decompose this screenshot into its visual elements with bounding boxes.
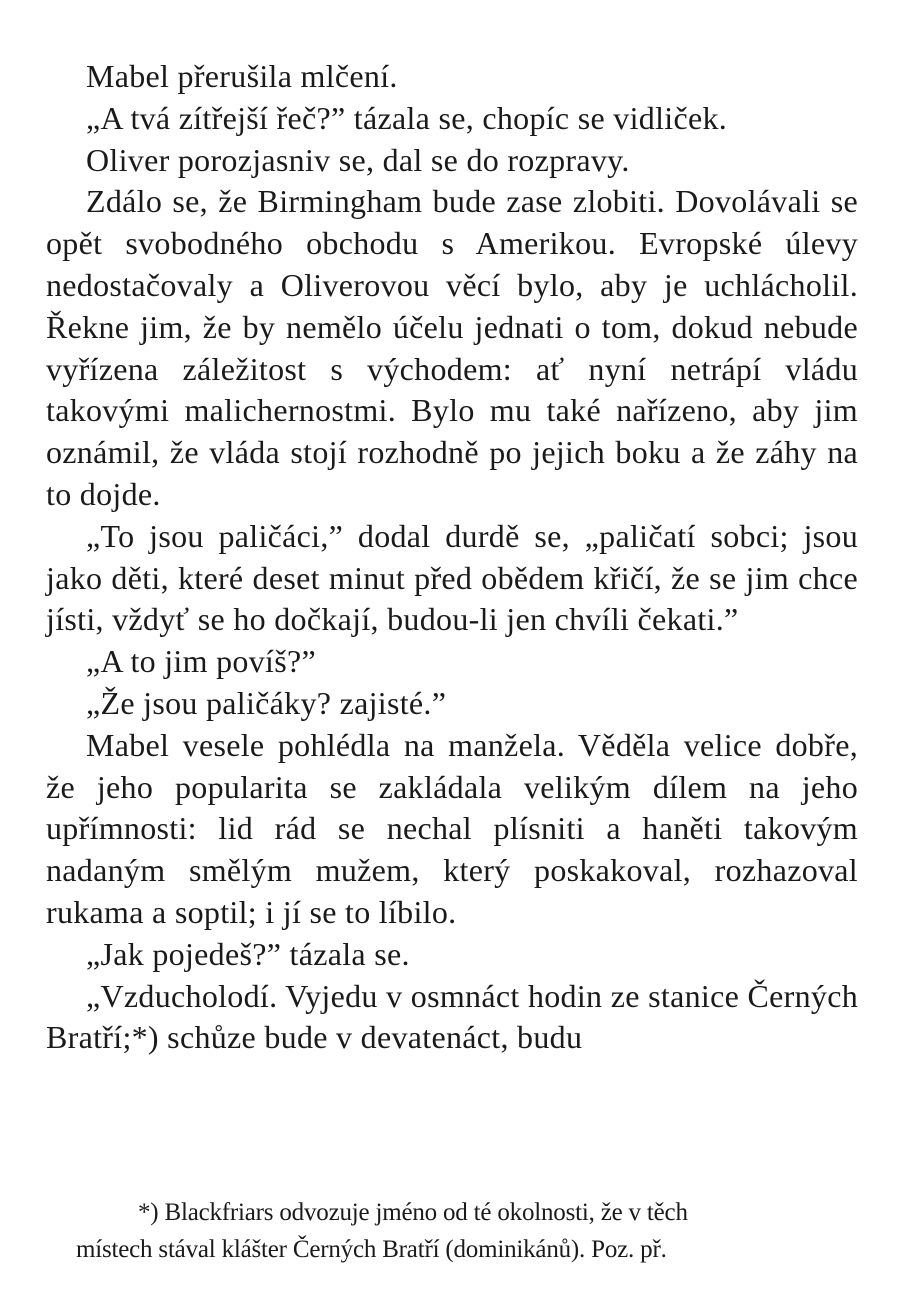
paragraph-1: Mabel přerušila mlčení.	[86, 58, 398, 94]
paragraph-9: „Jak pojedeš?” tázala se.	[86, 935, 410, 972]
paragraph-4: Zdálo se, že Birmingham bude zase zlobiti. Dovolávali se opět svobodného obchodu s Amerikou. Evropské úlevy nedostačovaly a Oliverovou věcí bylo, aby je uchlácholil. Řekne jim, že by nemělo účelu jednati o tom, dokud nebude vyřízena záležitost s východem: ať nyní netrápí vládu takovými malichernostmi. Bylo mu také nařízeno, aby jim oznámil, že vláda stojí rozhodně po jejich boku a že záhy na to dojde.	[46, 183, 858, 512]
paragraph-7: „Že jsou paličáky? zajisté.”	[86, 684, 447, 721]
footnote-line-2: místech stával klášter Černých Bratří (dominikánů). Poz. př.	[76, 1236, 667, 1263]
paragraph-3: Oliver porozjasniv se, dal se do rozpravy.	[86, 141, 630, 178]
paragraph-10: „Vzducholodí. Vyjedu v osmnáct hodin ze stanice Černých Bratří;*) schůze bude v devatenáct, budu	[46, 977, 858, 1056]
paragraph-2: „A tvá zítřejší řeč?” tázala se, chopíc se vidliček.	[86, 99, 728, 136]
page-body	[46, 56, 858, 1059]
footnote-line-1: *) Blackfriars odvozuje jméno od té okolnosti, že v těch	[138, 1199, 688, 1226]
paragraph-5: „To jsou paličáci,” dodal durdě se, „paličatí sobci; jsou jako děti, které deset minut před obědem křičí, že se jim chce jísti, vždyť se ho dočkají, budou-li jen chvíli čekati.”	[46, 517, 858, 638]
paragraph-6: „A to jim povíš?”	[86, 643, 316, 680]
footnote	[46, 1194, 858, 1268]
paragraph-8: Mabel vesele pohlédla na manžela. Věděla velice dobře, že jeho popularita se zakládala velikým dílem na jeho upřímnosti: lid rád se nechal plísniti a haněti takovým nadaným smělým mužem, který poskakoval, rozhazoval rukama a soptil; i jí se to líbilo.	[46, 726, 858, 930]
